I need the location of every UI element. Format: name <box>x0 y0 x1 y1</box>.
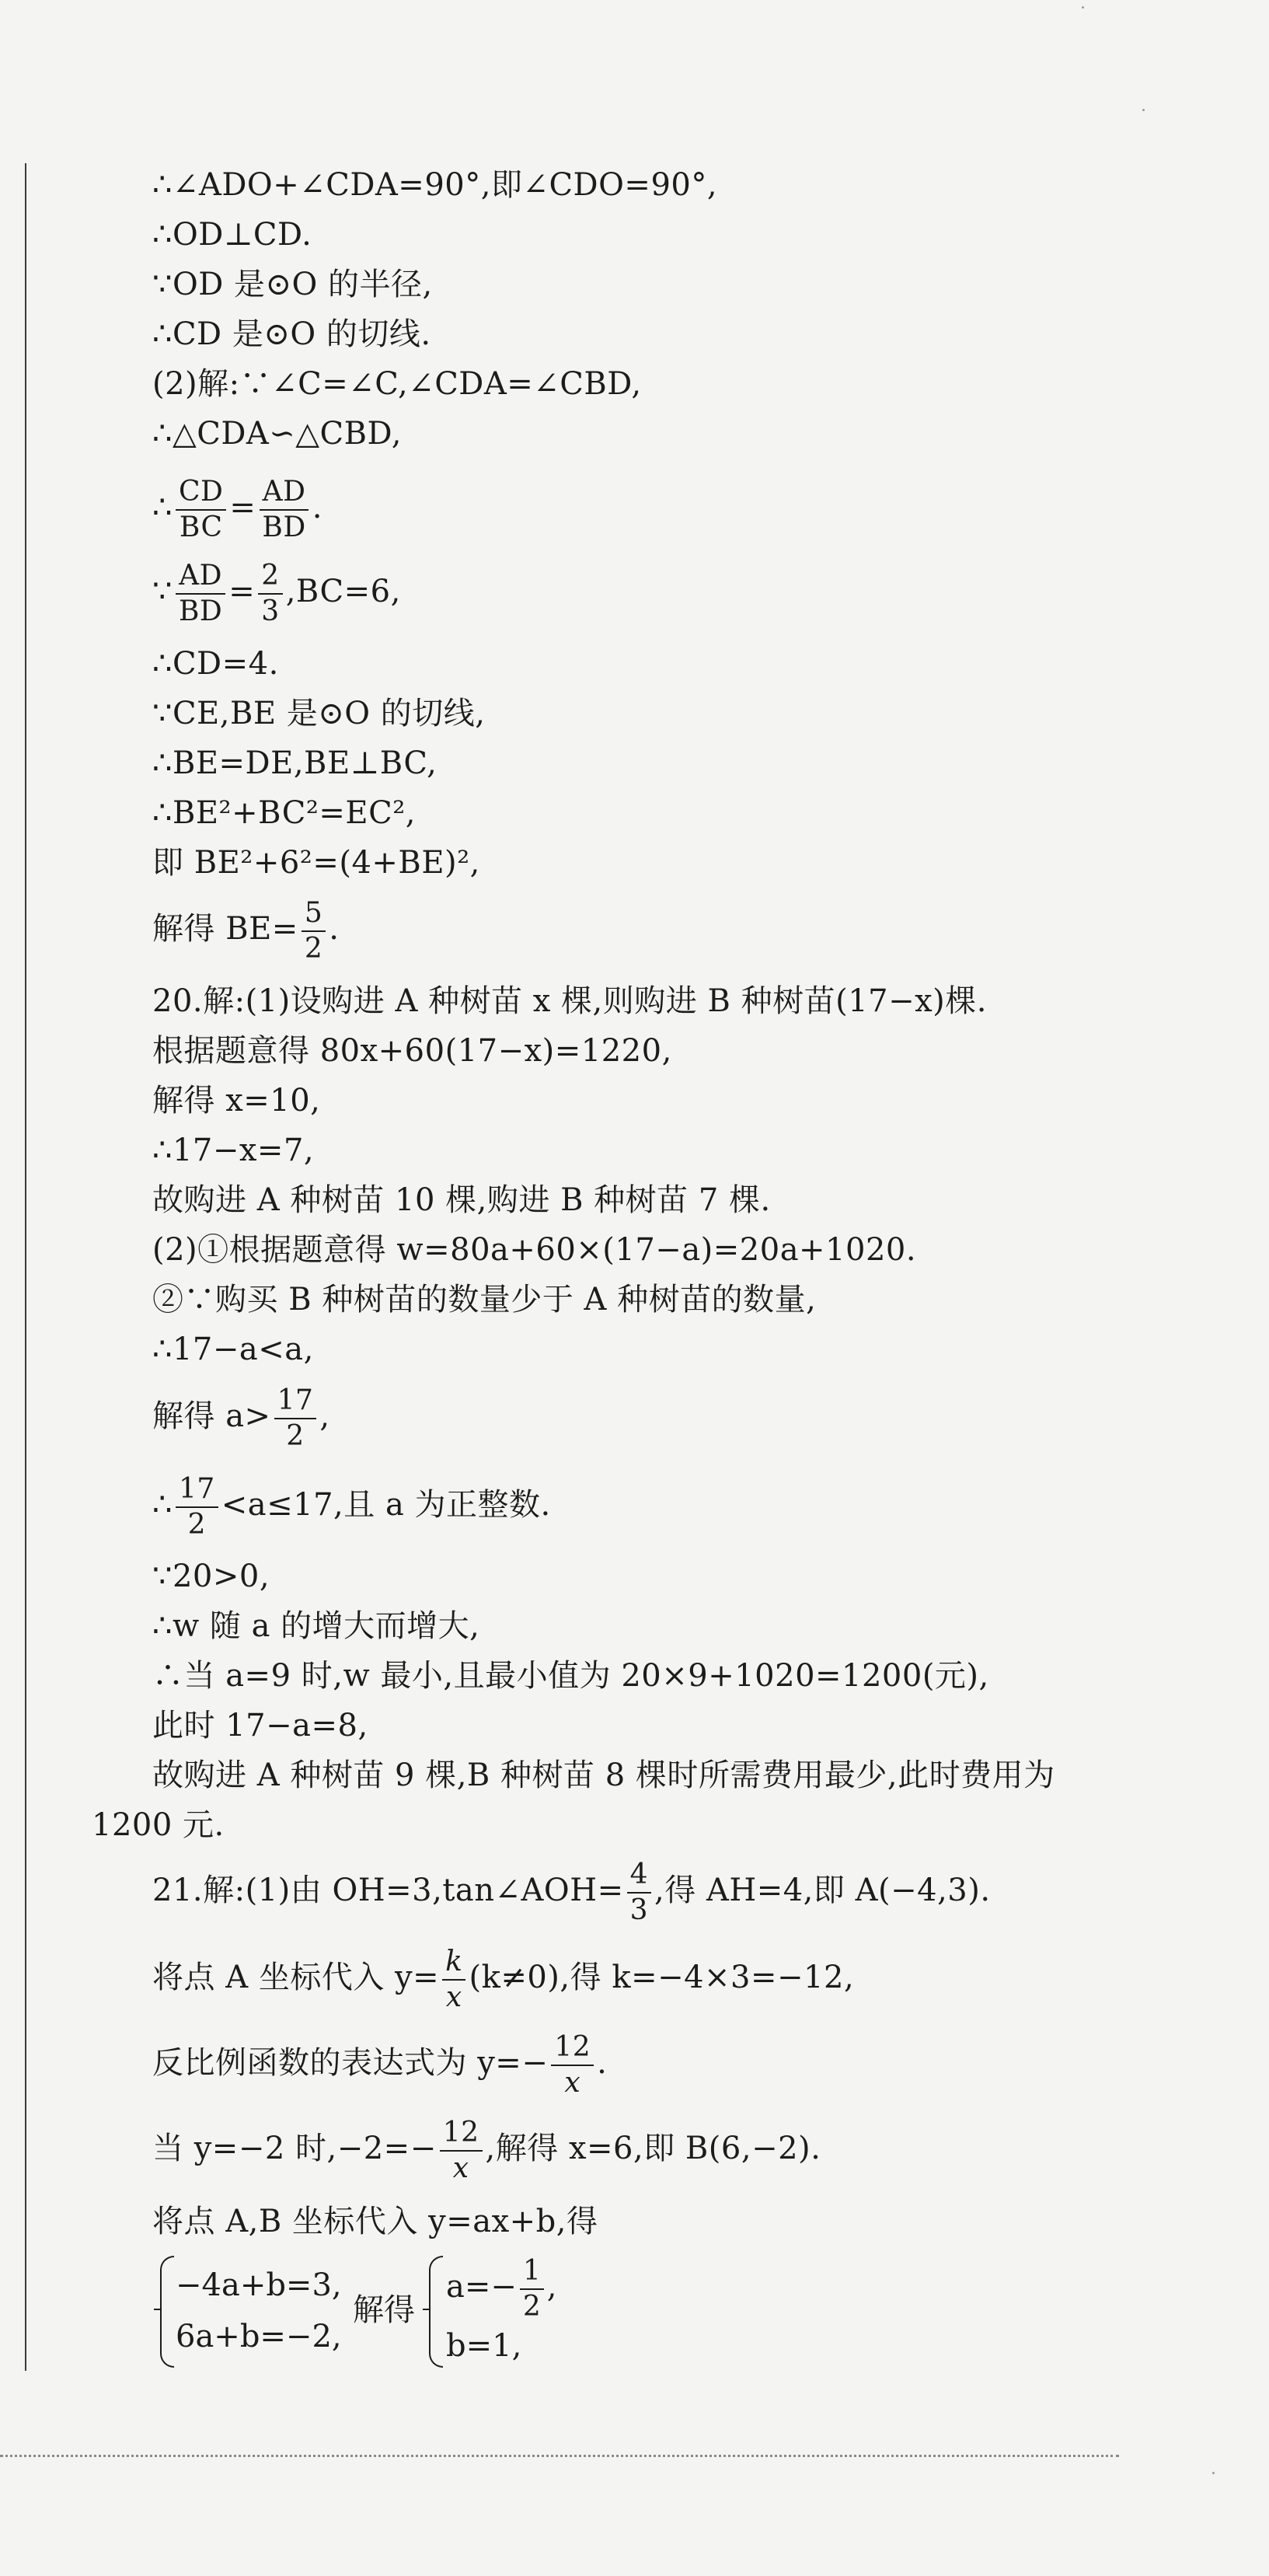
text-line: 此时 17−a=8, <box>152 1708 368 1744</box>
text-line: ∵20>0, <box>152 1559 270 1594</box>
text-line: ②∵购买 B 种树苗的数量少于 A 种树苗的数量, <box>152 1282 817 1318</box>
text-line: ∴当 a=9 时,w 最小,且最小值为 20×9+1020=1200(元), <box>152 1658 989 1694</box>
fraction-prefix: 反比例函数的表达式为 y=− <box>152 2045 549 2081</box>
text-line: ∴OD⊥CD. <box>152 217 312 253</box>
fraction-numerator: 1 <box>520 2256 544 2290</box>
fraction-suffix: <a≤17,且 a 为正整数. <box>221 1487 551 1523</box>
scan-speck <box>1082 6 1084 9</box>
fraction <box>440 2117 483 2183</box>
fraction-denominator: BC <box>179 511 223 543</box>
text-line: ∴CD 是⊙O 的切线. <box>152 316 431 352</box>
fraction-prefix: ∴ <box>152 1487 173 1523</box>
fraction-denominator: BD <box>178 595 223 627</box>
equals-sign: = <box>228 574 256 609</box>
text-line: ∴17−a<a, <box>152 1332 314 1367</box>
system-equation-1: −4a+b=3, <box>176 2267 342 2303</box>
text-line: 解得 x=10, <box>152 1083 321 1119</box>
scan-speck <box>1142 109 1145 111</box>
fraction-denominator: x <box>445 1981 462 2013</box>
fraction-suffix: ,解得 x=6,即 B(6,−2). <box>485 2131 821 2166</box>
fraction <box>627 1859 651 1925</box>
fraction <box>176 560 225 627</box>
text-line: ∴w 随 a 的增大而增大, <box>152 1608 480 1644</box>
fraction-prefix: 将点 A 坐标代入 y= <box>152 1960 440 1995</box>
text-line: 根据题意得 80x+60(17−x)=1220, <box>152 1033 672 1069</box>
fraction <box>176 476 226 543</box>
text-line: ∵OD 是⊙O 的半径, <box>152 267 433 302</box>
text-line: 1200 元. <box>92 1807 225 1843</box>
solution-a <box>446 2255 557 2323</box>
fraction-line <box>152 1468 551 1542</box>
text-line: ∴∠ADO+∠CDA=90°,即∠CDO=90°, <box>152 167 718 203</box>
fraction-denominator: 2 <box>286 1420 305 1452</box>
fraction-suffix: ,得 AH=4,即 A(−4,3). <box>654 1873 991 1908</box>
system-equation-2: 6a+b=−2, <box>176 2319 342 2354</box>
fraction-line <box>152 473 322 543</box>
text-line: ∴17−x=7, <box>152 1133 315 1168</box>
fraction-line <box>152 2111 821 2186</box>
problem-21-heading <box>152 1853 991 1928</box>
fraction-suffix: (k≠0),得 k=−4×3=−12, <box>469 1960 855 1995</box>
fraction-line <box>152 1940 854 2015</box>
fraction-line <box>152 557 401 627</box>
problem-20-heading: 20.解:(1)设购进 A 种树苗 x 棵,则购进 B 种树苗(17−x)棵. <box>152 983 987 1019</box>
text-line: ∵CE,BE 是⊙O 的切线, <box>152 696 486 731</box>
fraction-numerator: 12 <box>440 2117 483 2152</box>
left-margin-rule <box>25 163 26 2371</box>
fraction-numerator: 12 <box>551 2032 594 2066</box>
fraction <box>274 1385 317 1451</box>
text-line: (2)解:∵∠C=∠C,∠CDA=∠CBD, <box>152 366 642 402</box>
fraction <box>259 476 309 543</box>
solve-label: 解得 <box>353 2292 415 2328</box>
text-line: (2)①根据题意得 w=80a+60×(17−a)=20a+1020. <box>152 1232 917 1268</box>
text-line: 将点 A,B 坐标代入 y=ax+b,得 <box>152 2204 598 2239</box>
text-line: ∴BE²+BC²=EC², <box>152 795 416 831</box>
fraction-prefix: ∵ <box>152 574 173 609</box>
solution-b: b=1, <box>446 2328 522 2364</box>
fraction <box>258 560 282 627</box>
scan-speck <box>1212 2472 1215 2474</box>
text-line: ∴BE=DE,BE⊥BC, <box>152 745 438 781</box>
text-line: 即 BE²+6²=(4+BE)², <box>152 845 480 881</box>
fraction-numerator: 2 <box>258 560 282 595</box>
fraction-numerator: AD <box>260 476 309 511</box>
fraction-suffix: . <box>597 2045 608 2081</box>
fraction-numerator: 17 <box>176 1474 218 1508</box>
fraction-numerator: 17 <box>274 1385 317 1419</box>
text-line: ∴CD=4. <box>152 646 279 682</box>
fraction <box>551 2032 594 2098</box>
fraction-denominator: BD <box>262 511 306 543</box>
fraction-numerator: CD <box>176 476 226 511</box>
fraction-denominator: 3 <box>629 1894 649 1926</box>
bottom-dotted-rule <box>0 2455 1119 2457</box>
text-line: ∴△CDA∽△CBD, <box>152 416 402 452</box>
fraction-suffix: . <box>312 490 322 525</box>
fraction-line <box>152 1379 330 1454</box>
fraction-prefix: 解得 BE= <box>152 911 298 947</box>
fraction-numerator: 5 <box>302 898 326 932</box>
fraction-suffix: , <box>319 1398 330 1434</box>
fraction-prefix: 21.解:(1)由 OH=3,tan∠AOH= <box>152 1873 624 1908</box>
equals-sign: = <box>229 490 256 525</box>
fraction-numerator: AD <box>176 560 225 595</box>
text-line: 故购进 A 种树苗 9 棵,B 种树苗 8 棵时所需费用最少,此时费用为 <box>152 1757 1055 1793</box>
fraction-denominator: 2 <box>187 1509 207 1541</box>
fraction-prefix: ∴ <box>152 490 173 525</box>
fraction <box>176 1474 218 1540</box>
fraction-line <box>152 2026 607 2100</box>
fraction-line <box>152 894 339 964</box>
solution-a-prefix: a=− <box>446 2269 517 2305</box>
fraction-suffix: . <box>329 911 340 947</box>
fraction-suffix: ,BC=6, <box>285 574 401 609</box>
fraction-denominator: x <box>452 2152 469 2184</box>
fraction-prefix: 解得 a> <box>152 1398 271 1434</box>
fraction-numerator: k <box>442 1946 465 1981</box>
fraction <box>520 2256 544 2322</box>
fraction-numerator: 4 <box>627 1859 651 1894</box>
fraction <box>302 898 326 964</box>
fraction <box>442 1946 465 2012</box>
text-line: 故购进 A 种树苗 10 棵,购进 B 种树苗 7 棵. <box>152 1182 771 1218</box>
fraction-denominator: x <box>564 2067 581 2099</box>
fraction-denominator: 2 <box>304 933 323 965</box>
left-brace <box>160 2256 174 2368</box>
fraction-prefix: 当 y=−2 时,−2=− <box>152 2131 437 2166</box>
fraction-denominator: 2 <box>522 2291 541 2323</box>
right-brace <box>429 2256 443 2368</box>
fraction-denominator: 3 <box>261 595 280 627</box>
solution-a-suffix: , <box>546 2269 557 2305</box>
